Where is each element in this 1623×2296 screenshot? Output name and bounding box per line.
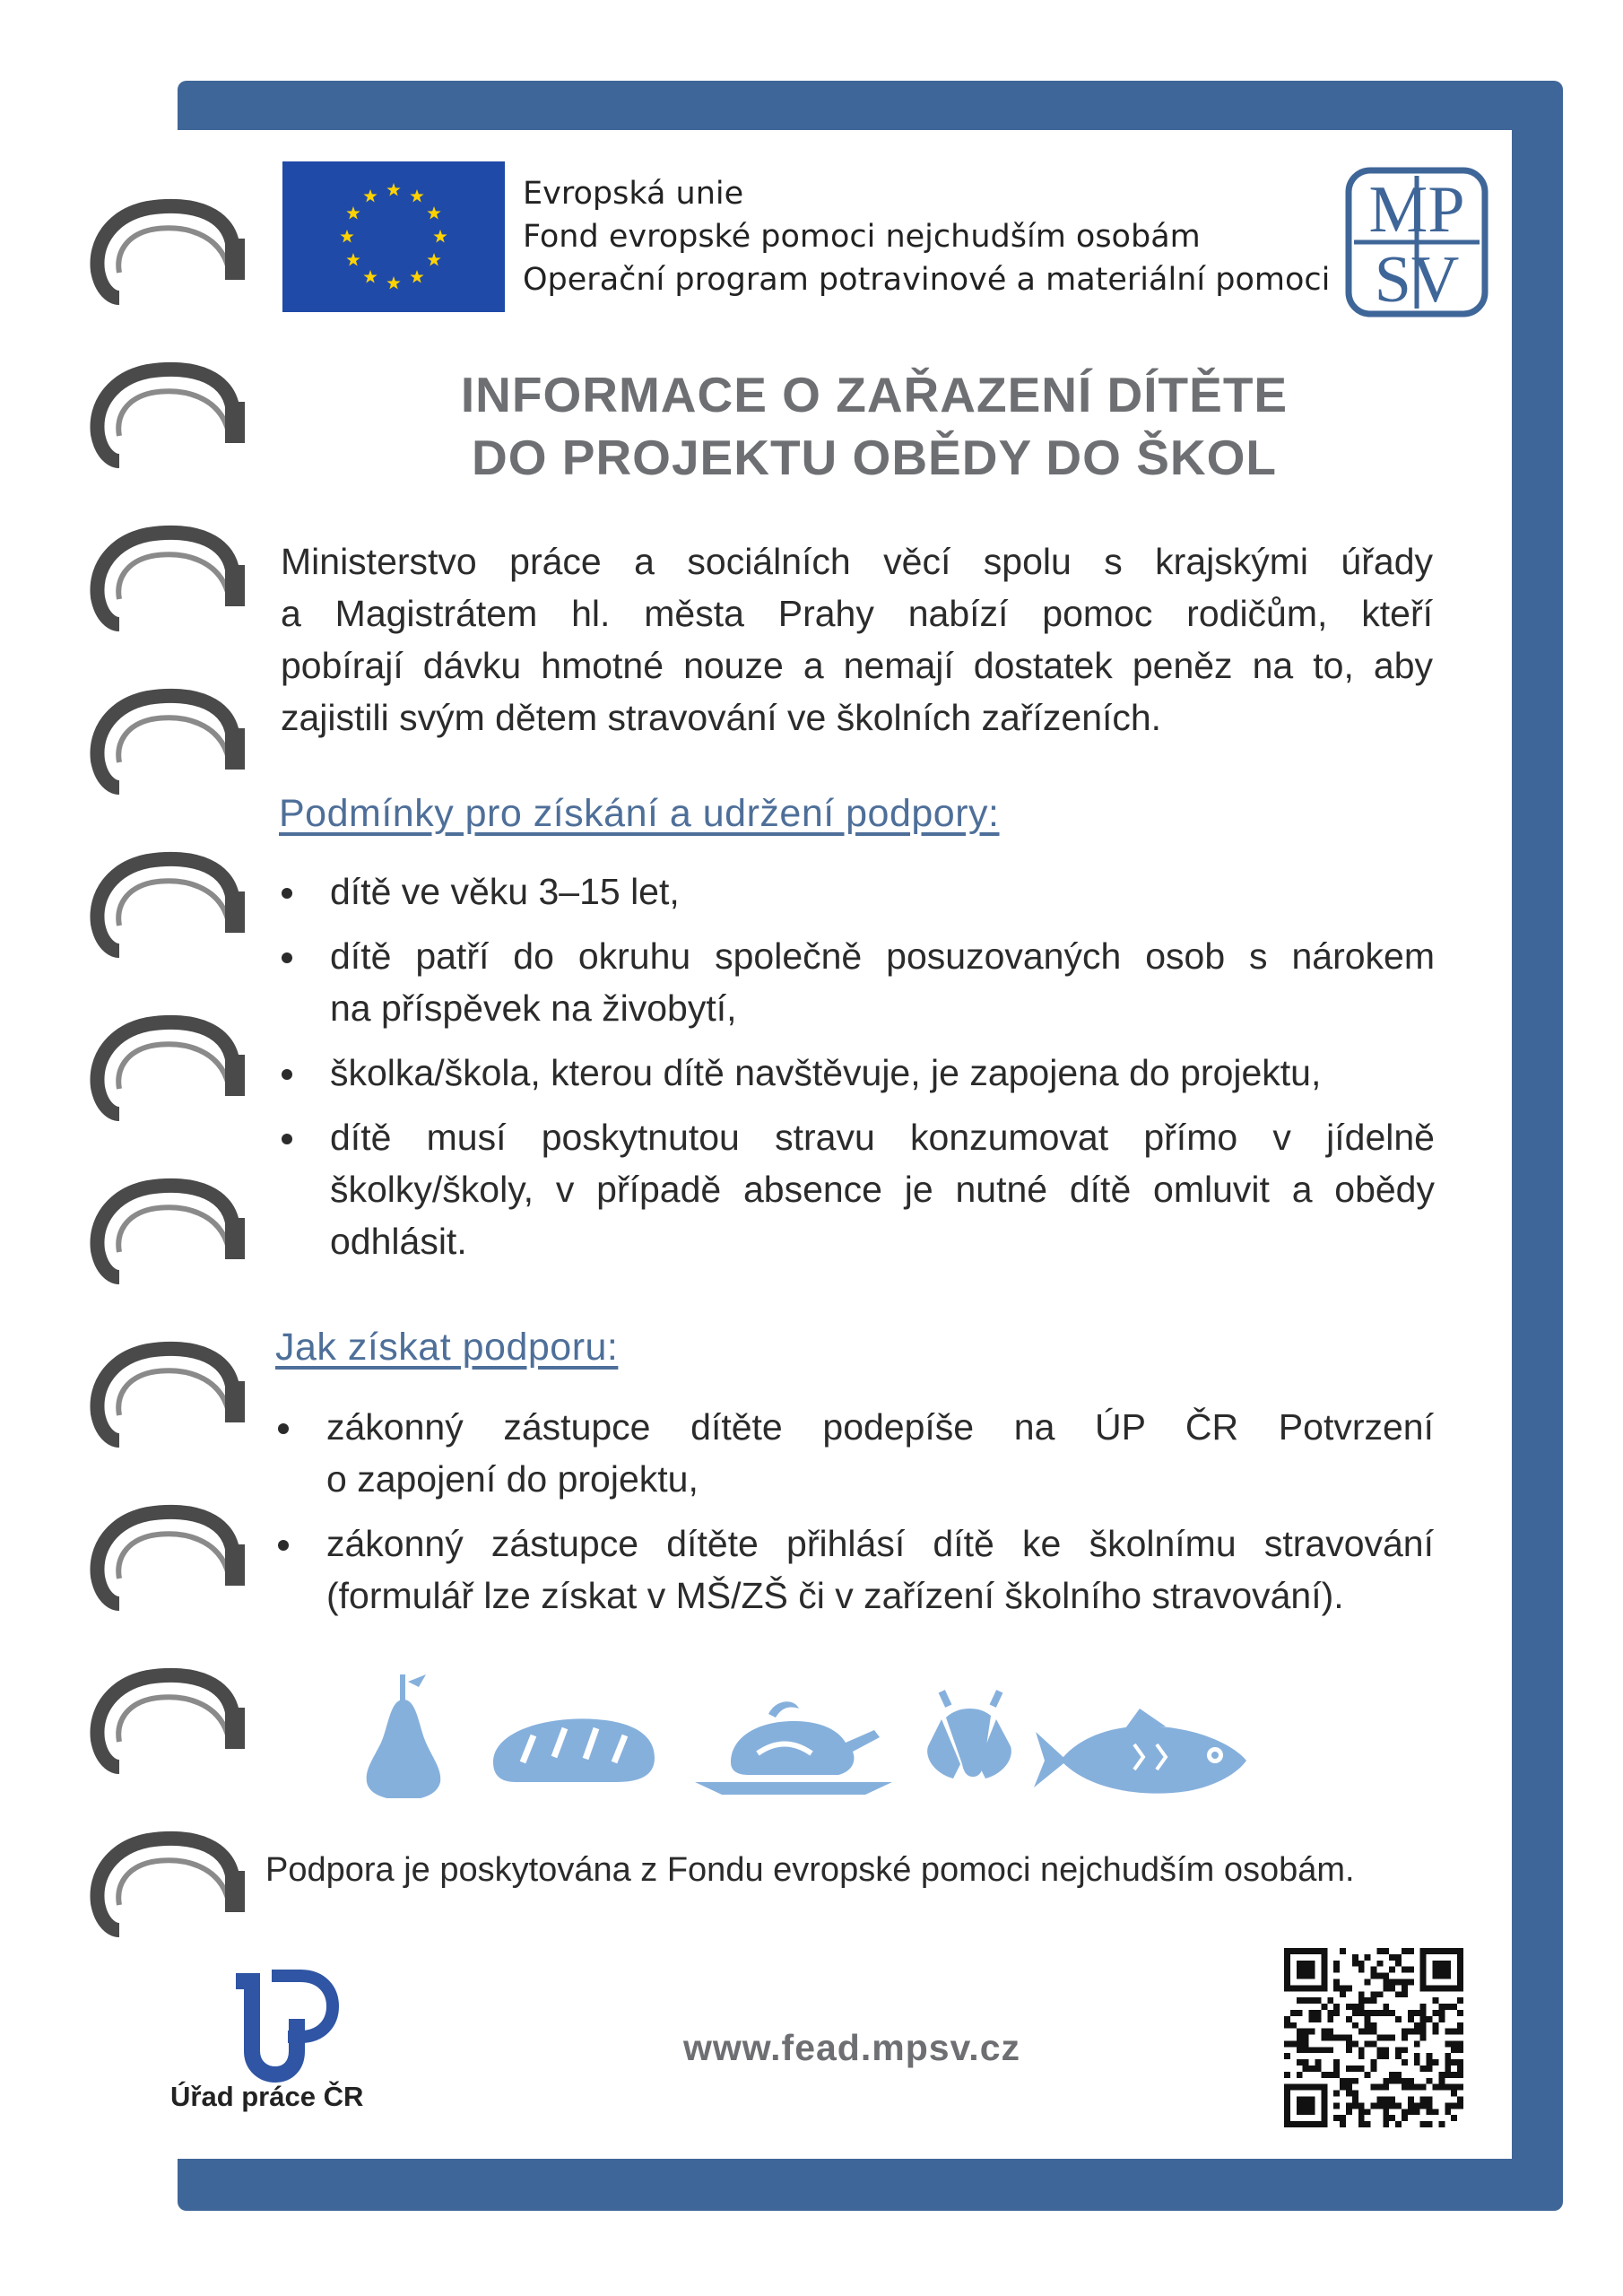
- conditions-list: [278, 865, 1435, 1280]
- list-item: [278, 865, 1435, 918]
- list-item-line: (formulář lze získat v MŠ/ZŠ či v zařízení školního stravování).: [326, 1575, 1344, 1616]
- binding-ring: [97, 1839, 245, 1930]
- binding-ring: [97, 1675, 245, 1767]
- eu-line: Operační program potravinové a materiální pomoci: [523, 262, 1331, 298]
- mpsv-logo-bottom: SV: [1374, 243, 1460, 317]
- fish-icon: [1034, 1709, 1246, 1794]
- list-item: [274, 1518, 1434, 1622]
- intro-paragraph: [281, 535, 1433, 744]
- binding-ring: [97, 859, 245, 951]
- intro-line: a Magistrátem hl. města Prahy nabízí pomoc rodičům, kteří: [281, 593, 1433, 634]
- binding-ring: [97, 533, 245, 624]
- eu-line: Evropská unie: [523, 176, 744, 212]
- list-item-line: zákonný zástupce dítěte podepíše na ÚP ČR Potvrzení: [326, 1406, 1434, 1448]
- intro-line: pobírají dávku hmotné nouze a nemají dostatek peněz na to, aby: [281, 645, 1433, 686]
- list-item: [278, 1111, 1435, 1267]
- list-item-line: dítě musí poskytnutou stravu konzumovat přímo v jídelně: [330, 1117, 1435, 1158]
- eu-program-text: [523, 172, 1348, 301]
- binding-ring: [97, 1186, 245, 1277]
- mpsv-logo-top: MP: [1368, 173, 1465, 247]
- urad-prace-logo: [229, 1969, 341, 2090]
- list-item: [278, 930, 1435, 1034]
- list-item: [274, 1401, 1434, 1505]
- list-item-line: na příspěvek na živobytí,: [330, 987, 737, 1029]
- binding-ring: [97, 1349, 245, 1440]
- croissant-icon: [927, 1690, 1011, 1779]
- binding-ring: [97, 370, 245, 461]
- title-line: INFORMACE O ZAŘAZENÍ DÍTĚTE: [460, 367, 1289, 422]
- spiral-binding: [85, 188, 256, 1982]
- support-text: Podpora je poskytována z Fondu evropské pomoci nejchudším osobám.: [265, 1851, 1355, 1889]
- urad-prace-label: Úřad práce ČR: [170, 2081, 364, 2112]
- conditions-heading: Podmínky pro získání a udržení podpory:: [279, 792, 1000, 835]
- intro-line: Ministerstvo práce a sociálních věcí spolu s krajskými úřady: [281, 541, 1433, 582]
- list-item-line: školky/školy, v případě absence je nutné dítě omluvit a obědy: [330, 1169, 1435, 1210]
- eu-line: Fond evropské pomoci nejchudším osobám: [523, 219, 1201, 255]
- list-item-line: zákonný zástupce dítěte přihlásí dítě ke školnímu stravování: [326, 1523, 1434, 1564]
- bread-icon: [493, 1718, 655, 1782]
- list-item-line: školka/škola, kterou dítě navštěvuje, je zapojena do projektu,: [330, 1052, 1322, 1093]
- qr-code-icon: [1284, 1948, 1463, 2127]
- binding-ring: [97, 1512, 245, 1604]
- mpsv-logo: [1345, 167, 1488, 317]
- how-to-heading: Jak získat podporu:: [275, 1326, 619, 1369]
- binding-ring: [97, 206, 245, 298]
- roast-chicken-icon: [695, 1701, 892, 1795]
- title-line: DO PROJEKTU OBĚDY DO ŠKOL: [472, 430, 1277, 485]
- eu-flag-icon: [282, 161, 505, 312]
- list-item-line: odhlásit.: [330, 1221, 467, 1262]
- list-item: [278, 1047, 1435, 1099]
- how-to-list: [274, 1401, 1434, 1634]
- pear-icon: [367, 1674, 441, 1798]
- intro-line: zajistili svým dětem stravování ve školních zařízeních.: [281, 697, 1162, 738]
- list-item-line: dítě patří do okruhu společně posuzovaných osob s nárokem: [330, 935, 1435, 977]
- food-icons: [354, 1664, 1278, 1798]
- website-link[interactable]: www.fead.mpsv.cz: [683, 2027, 1020, 2068]
- binding-ring: [97, 696, 245, 787]
- binding-ring: [97, 1022, 245, 1114]
- list-item-line: dítě ve věku 3–15 let,: [330, 871, 680, 912]
- list-item-line: o zapojení do projektu,: [326, 1458, 699, 1500]
- page-title: [359, 363, 1390, 489]
